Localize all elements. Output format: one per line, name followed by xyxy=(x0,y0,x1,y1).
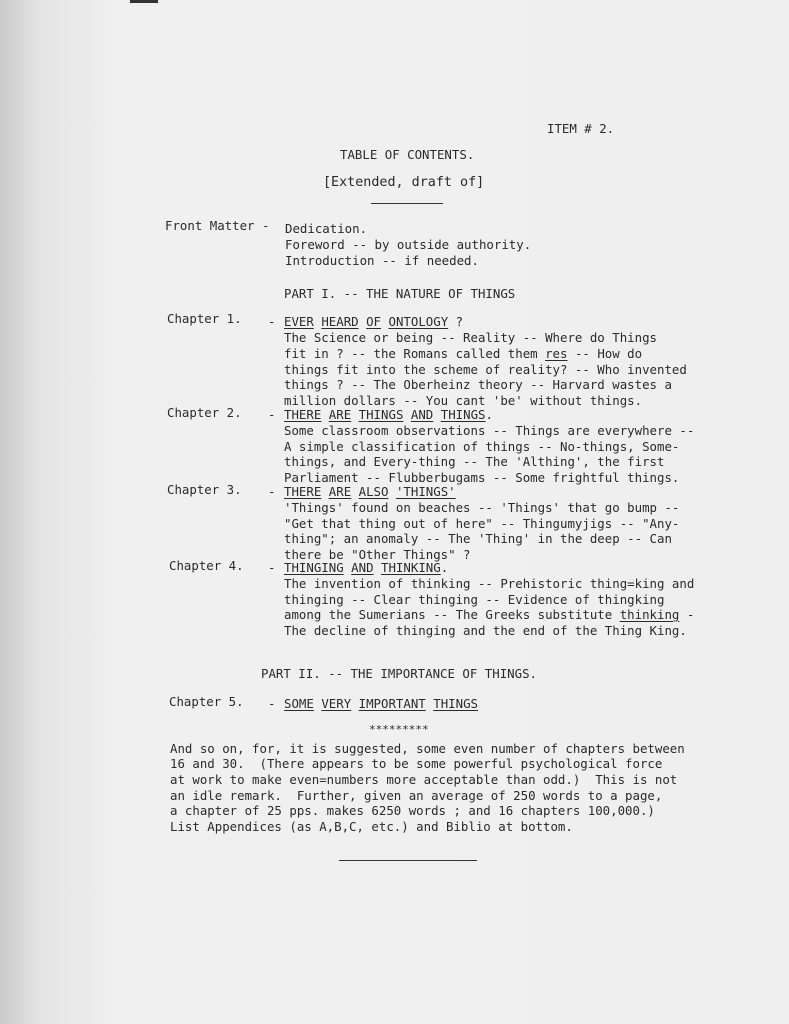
chapter-line: Some classroom observations -- Things are everywhere -- xyxy=(284,423,695,438)
chapter-label: Chapter 5. xyxy=(169,694,244,709)
title-word: VERY xyxy=(321,696,352,711)
title-word: AND xyxy=(410,407,434,422)
chapter-line: thinging -- Clear thinging -- Evidence of thingking xyxy=(284,592,665,607)
chapter-dash: - xyxy=(268,484,276,499)
document-subtitle: [Extended, draft of] xyxy=(323,175,485,190)
chapter-line: there be "Other Things" ? xyxy=(284,547,471,562)
title-word: ARE xyxy=(328,407,352,422)
chapter-title: THERE ARE THINGS AND THINGS. xyxy=(284,407,493,422)
chapter-line: The Science or being -- Reality -- Where do Things xyxy=(284,330,657,345)
closing-line: List Appendices (as A,B,C, etc.) and Biblio at bottom. xyxy=(170,819,573,834)
chapter-title xyxy=(284,484,456,500)
closing-line: 16 and 30. (There appears to be some powerful psychological force xyxy=(170,756,663,771)
closing-line: at work to make even=numbers more acceptable than odd.) This is not xyxy=(170,772,678,787)
chapter-label: Chapter 4. xyxy=(169,558,244,573)
title-word: AND xyxy=(351,560,374,575)
closing-line: an idle remark. Further, given an average of 250 words to a page, xyxy=(170,788,663,803)
part-heading: PART II. -- THE IMPORTANCE OF THINGS. xyxy=(261,666,538,681)
title-word: ONTOLOGY xyxy=(388,314,449,329)
title-word: THINGING xyxy=(284,560,344,575)
title-word: EVER xyxy=(284,314,314,329)
chapter-dash: - xyxy=(268,314,276,329)
title-rule xyxy=(371,203,443,204)
title-word: THERE xyxy=(284,407,322,422)
emphasis-word: thinking xyxy=(619,607,680,622)
part-heading: PART I. -- THE NATURE OF THINGS xyxy=(284,286,516,301)
title-word: THERE xyxy=(284,484,322,499)
closing-line: a chapter of 25 pps. makes 6250 words ; and 16 chapters 100,000.) xyxy=(170,803,655,818)
section-separator-stars: ********* xyxy=(369,723,429,736)
chapter-line: things, and Every-thing -- The 'Althing', the first xyxy=(284,454,665,469)
title-word: THINKING xyxy=(381,560,441,575)
chapter-line: things ? -- The Oberheinz theory -- Harvard wastes a xyxy=(284,377,672,392)
chapter-line: "Get that thing out of here" -- Thingumyjigs -- "Any- xyxy=(284,516,680,531)
chapter-dash: - xyxy=(268,696,276,711)
front-matter-item: Dedication. xyxy=(285,221,368,236)
chapter-label: Chapter 1. xyxy=(167,311,242,326)
title-word: OF xyxy=(366,314,382,329)
front-matter-item: Introduction -- if needed. xyxy=(285,253,479,268)
title-word: THINGS xyxy=(440,407,486,422)
chapter-label: Chapter 2. xyxy=(167,405,242,420)
chapter-line: The decline of thinging and the end of the Thing King. xyxy=(284,623,687,638)
chapter-title: THINGING AND THINKING. xyxy=(284,560,449,575)
top-edge-mark xyxy=(130,0,158,3)
title-word: ARE xyxy=(328,484,352,499)
chapter-line: thing"; an anomaly -- The 'Thing' in the deep -- Can xyxy=(284,531,672,546)
title-word: IMPORTANT xyxy=(358,696,426,711)
chapter-line: million dollars -- You cant 'be' without things. xyxy=(284,393,643,408)
title-word: 'THINGS' xyxy=(395,484,456,499)
chapter-dash: - xyxy=(268,407,276,422)
title-word: ALSO xyxy=(358,484,389,499)
closing-line: And so on, for, it is suggested, some even number of chapters between xyxy=(170,741,685,756)
document-title: TABLE OF CONTENTS. xyxy=(340,147,475,162)
title-word: THINGS xyxy=(433,696,478,711)
bottom-rule xyxy=(339,860,477,861)
chapter-title xyxy=(284,696,478,712)
title-word: HEARD xyxy=(321,314,359,329)
front-matter-label: Front Matter - xyxy=(165,218,270,233)
title-word: THINGS xyxy=(358,407,404,422)
chapter-title: EVER HEARD OF ONTOLOGY ? xyxy=(284,314,464,329)
chapter-line: Parliament -- Flubberbugams -- Some frightful things. xyxy=(284,470,680,485)
chapter-line: among the Sumerians -- The Greeks substitute thinking - xyxy=(284,607,695,622)
chapter-line: 'Things' found on beaches -- 'Things' that go bump -- xyxy=(284,500,680,515)
front-matter-item: Foreword -- by outside authority. xyxy=(285,237,532,252)
chapter-line: A simple classification of things -- No-things, Some- xyxy=(284,439,680,454)
chapter-line: The invention of thinking -- Prehistoric thing=king and xyxy=(284,576,695,591)
title-word: SOME xyxy=(284,696,314,711)
item-number: ITEM # 2. xyxy=(547,121,615,136)
chapter-dash: - xyxy=(268,560,276,575)
latin-word: res xyxy=(545,346,568,361)
chapter-line: fit in ? -- the Romans called them res -- How do xyxy=(284,346,643,361)
chapter-line: things fit into the scheme of reality? -- Who invented xyxy=(284,362,687,377)
chapter-label: Chapter 3. xyxy=(167,482,242,497)
